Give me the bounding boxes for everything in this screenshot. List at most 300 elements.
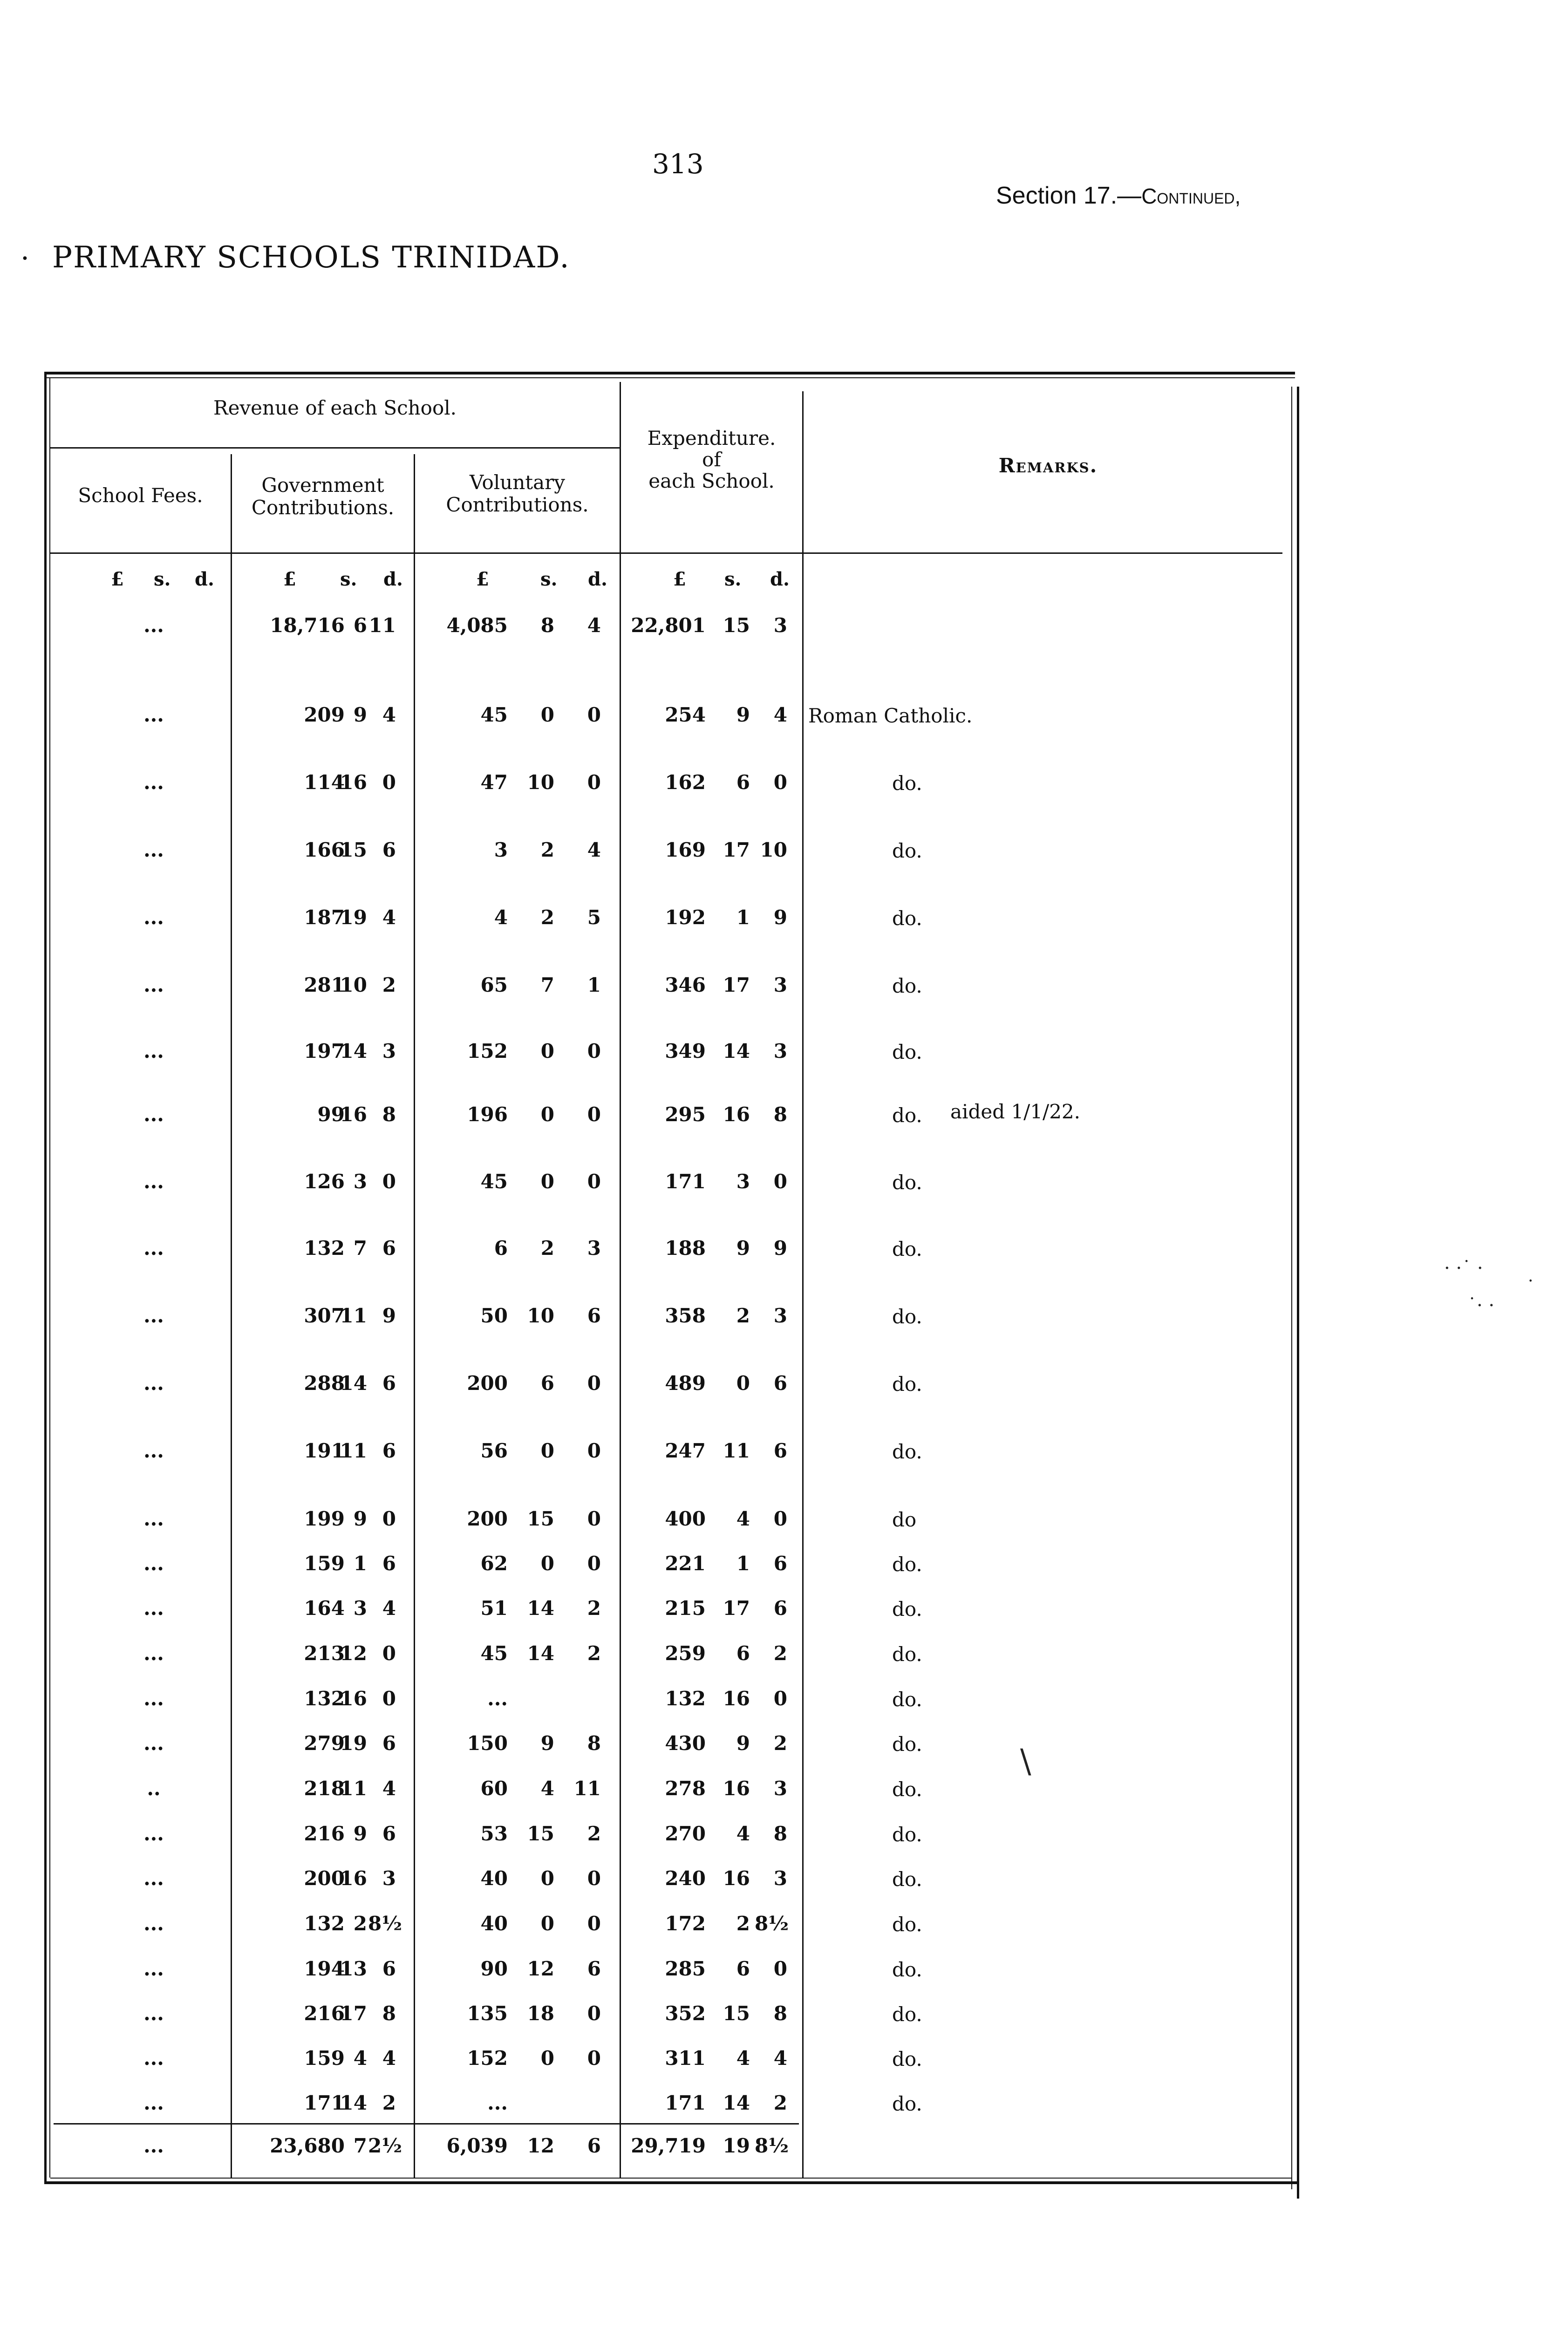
exp-pounds-cell: 489 xyxy=(665,1372,706,1395)
exp-pence-cell: 8½ xyxy=(755,1912,789,1935)
unit-pound: £ xyxy=(476,568,489,590)
exp-shillings-cell: 2 xyxy=(736,1304,750,1327)
exp-pence-cell: 2 xyxy=(773,2091,787,2114)
exp-pence-cell: 3 xyxy=(773,974,787,996)
vol-pounds-cell: 3 xyxy=(494,838,508,861)
gov-pence-cell: 6 xyxy=(382,1237,396,1260)
vol-shillings-cell: 4 xyxy=(540,1777,554,1800)
gov-pence-cell: 0 xyxy=(382,771,396,794)
gov-shillings-cell: 2 xyxy=(353,1912,367,1935)
exp-pounds-cell: 311 xyxy=(665,2047,706,2070)
exp-pounds-cell: 22,801 xyxy=(631,614,706,637)
exp-shillings-cell: 19 xyxy=(723,2134,750,2157)
vol-pence-cell: 3 xyxy=(587,1237,601,1260)
gov-shillings-cell: 17 xyxy=(340,2002,367,2025)
remark-cell: do. xyxy=(892,1238,922,1260)
exp-shillings-cell: 6 xyxy=(736,771,750,794)
stray-mark: ˙· · xyxy=(1467,1295,1495,1316)
exp-pounds-cell: 215 xyxy=(665,1597,706,1620)
vol-pence-cell: 11 xyxy=(573,1777,601,1800)
vol-pounds-cell: 152 xyxy=(467,2047,508,2070)
exp-pounds-cell: 278 xyxy=(665,1777,706,1800)
gov-shillings-cell: 9 xyxy=(353,1507,367,1530)
remark-note: aided 1/1/22. xyxy=(950,1100,1080,1123)
remark-cell: do. xyxy=(892,1913,922,1936)
unit-pence: d. xyxy=(770,568,790,590)
remark-cell: do. xyxy=(892,1868,922,1891)
header-voluntary-line1: Voluntary xyxy=(469,471,566,494)
page-title: PRIMARY SCHOOLS TRINIDAD. xyxy=(52,240,570,275)
remark-cell: do. xyxy=(892,1643,922,1666)
exp-shillings-cell: 3 xyxy=(736,1170,750,1193)
gov-pounds-cell: 209 xyxy=(304,703,345,726)
gov-pence-cell: 2 xyxy=(382,974,396,996)
vol-pounds-cell: 40 xyxy=(480,1912,508,1935)
unit-pound: £ xyxy=(283,568,296,590)
vol-pounds-cell: 53 xyxy=(480,1822,508,1845)
gov-shillings-cell: 7 xyxy=(353,1237,367,1260)
vol-pence-cell: 5 xyxy=(587,906,601,929)
exp-pence-cell: 4 xyxy=(773,2047,787,2070)
gov-shillings-cell: 16 xyxy=(340,1867,367,1890)
vol-pence-cell: 8 xyxy=(587,1732,601,1755)
header-government-line2: Contributions. xyxy=(251,496,395,519)
gov-pounds-cell: 23,680 xyxy=(270,2134,345,2157)
vol-shillings-cell: 2 xyxy=(540,906,554,929)
school-fees-cell: ... xyxy=(143,1507,164,1530)
gov-pence-cell: 4 xyxy=(382,906,396,929)
gov-pence-cell: 6 xyxy=(382,1957,396,1980)
vol-shillings-cell: 0 xyxy=(540,1170,554,1193)
unit-pound: £ xyxy=(111,568,124,590)
remark-cell: do xyxy=(892,1508,917,1531)
vol-shillings-cell: 0 xyxy=(540,1552,554,1575)
vol-shillings-cell: 10 xyxy=(527,1304,554,1327)
remark-cell: do. xyxy=(892,907,922,930)
exp-pence-cell: 3 xyxy=(773,1777,787,1800)
table-bottom-rule-thin xyxy=(50,2178,1292,2179)
remark-cell: do. xyxy=(892,1598,922,1621)
gov-pounds-cell: 126 xyxy=(304,1170,345,1193)
school-fees-cell: ... xyxy=(143,2002,164,2025)
gov-pence-cell: 3 xyxy=(382,1867,396,1890)
exp-shillings-cell: 0 xyxy=(736,1372,750,1395)
vol-pence-cell: 0 xyxy=(587,771,601,794)
vol-shillings-cell: 14 xyxy=(527,1642,554,1665)
vol-pence-cell: 0 xyxy=(587,1439,601,1462)
vol-pence-cell: 6 xyxy=(587,1304,601,1327)
exp-pounds-cell: 270 xyxy=(665,1822,706,1845)
vol-shillings-cell: 12 xyxy=(527,1957,554,1980)
vol-pence-cell: 2 xyxy=(587,1822,601,1845)
vol-pounds-cell: 40 xyxy=(480,1867,508,1890)
totals-rule xyxy=(54,2123,799,2125)
exp-pence-cell: 9 xyxy=(773,1237,787,1260)
vol-pounds-cell: 45 xyxy=(480,1170,508,1193)
gov-pounds-cell: 288 xyxy=(304,1372,345,1395)
gov-pence-cell: 6 xyxy=(382,1822,396,1845)
group-header-rule xyxy=(50,447,620,449)
vol-pence-cell: 6 xyxy=(587,2134,601,2157)
vol-pence-cell: 0 xyxy=(587,2002,601,2025)
gov-pounds-cell: 18,716 xyxy=(270,614,345,637)
school-fees-cell: ... xyxy=(143,1732,164,1755)
vol-pence-cell: 2 xyxy=(587,1597,601,1620)
exp-pence-cell: 0 xyxy=(773,1687,787,1710)
header-expenditure-line1: Expenditure. xyxy=(647,427,776,449)
exp-pence-cell: 3 xyxy=(773,1304,787,1327)
remark-cell: do. xyxy=(892,772,922,795)
vol-shillings-cell: 2 xyxy=(540,1237,554,1260)
gov-pence-cell: 8½ xyxy=(368,1912,402,1935)
vol-shillings-cell: 2 xyxy=(540,838,554,861)
gov-pence-cell: 4 xyxy=(382,1777,396,1800)
exp-pounds-cell: 247 xyxy=(665,1439,706,1462)
gov-pence-cell: 4 xyxy=(382,1597,396,1620)
gov-pence-cell: 6 xyxy=(382,1439,396,1462)
school-fees-cell: ... xyxy=(143,2091,164,2114)
vol-pence-cell: 0 xyxy=(587,1507,601,1530)
exp-shillings-cell: 17 xyxy=(723,974,750,996)
gov-pounds-cell: 187 xyxy=(304,906,345,929)
exp-pounds-cell: 430 xyxy=(665,1732,706,1755)
vol-pence-cell: 0 xyxy=(587,703,601,726)
exp-pence-cell: 8 xyxy=(773,1822,787,1845)
gov-pounds-cell: 164 xyxy=(304,1597,345,1620)
gov-shillings-cell: 14 xyxy=(340,1040,367,1062)
col-rule-vol xyxy=(620,382,621,2178)
vol-pounds-cell: ... xyxy=(487,2091,508,2114)
page-number: 313 xyxy=(652,148,704,180)
remark-cell: do. xyxy=(892,1373,922,1396)
exp-pence-cell: 2 xyxy=(773,1642,787,1665)
gov-pence-cell: 0 xyxy=(382,1687,396,1710)
school-fees-cell: ... xyxy=(143,614,164,637)
remark-cell: do. xyxy=(892,2048,922,2070)
gov-pence-cell: 6 xyxy=(382,1552,396,1575)
vol-shillings-cell: 15 xyxy=(527,1507,554,1530)
exp-pence-cell: 6 xyxy=(773,1372,787,1395)
gov-pounds-cell: 281 xyxy=(304,974,345,996)
vol-pence-cell: 6 xyxy=(587,1957,601,1980)
exp-pence-cell: 8½ xyxy=(755,2134,789,2157)
gov-pounds-cell: 159 xyxy=(304,2047,345,2070)
vol-pence-cell: 4 xyxy=(587,614,601,637)
exp-shillings-cell: 4 xyxy=(736,1822,750,1845)
gov-shillings-cell: 6 xyxy=(353,614,367,637)
gov-pounds-cell: 213 xyxy=(304,1642,345,1665)
vol-pence-cell: 0 xyxy=(587,2047,601,2070)
stray-mark: · xyxy=(1528,1272,1534,1291)
gov-pence-cell: 0 xyxy=(382,1170,396,1193)
school-fees-cell: ... xyxy=(143,1304,164,1327)
remark-cell: do. xyxy=(892,839,922,862)
remark-cell: do. xyxy=(892,1733,922,1756)
header-remarks: Remarks. xyxy=(998,454,1098,477)
vol-shillings-cell: 0 xyxy=(540,1439,554,1462)
exp-pounds-cell: 285 xyxy=(665,1957,706,1980)
remark-cell: do. xyxy=(892,1440,922,1463)
gov-shillings-cell: 14 xyxy=(340,1372,367,1395)
gov-pence-cell: 9 xyxy=(382,1304,396,1327)
school-fees-cell: ... xyxy=(143,1867,164,1890)
vol-pounds-cell: 51 xyxy=(480,1597,508,1620)
vol-pounds-cell: 196 xyxy=(467,1103,508,1126)
exp-shillings-cell: 6 xyxy=(736,1957,750,1980)
group-header: Revenue of each School. xyxy=(213,396,457,419)
table-top-rule-thin xyxy=(44,377,1295,378)
exp-shillings-cell: 9 xyxy=(736,1732,750,1755)
exp-pounds-cell: 346 xyxy=(665,974,706,996)
vol-pounds-cell: ... xyxy=(487,1687,508,1710)
exp-pounds-cell: 358 xyxy=(665,1304,706,1327)
vol-pounds-cell: 60 xyxy=(480,1777,508,1800)
gov-shillings-cell: 10 xyxy=(340,974,367,996)
school-fees-cell: ... xyxy=(143,1687,164,1710)
exp-shillings-cell: 15 xyxy=(723,2002,750,2025)
exp-pounds-cell: 188 xyxy=(665,1237,706,1260)
remark-cell: do. xyxy=(892,1041,922,1063)
exp-shillings-cell: 1 xyxy=(736,1552,750,1575)
school-fees-cell: ... xyxy=(143,906,164,929)
exp-pence-cell: 0 xyxy=(773,1507,787,1530)
remark-cell: do. xyxy=(892,2092,922,2115)
header-voluntary-line2: Contributions. xyxy=(446,493,589,516)
gov-pence-cell: 4 xyxy=(382,703,396,726)
vol-pence-cell: 0 xyxy=(587,1372,601,1395)
vol-shillings-cell: 7 xyxy=(540,974,554,996)
exp-pounds-cell: 240 xyxy=(665,1867,706,1890)
remark-cell: do. xyxy=(892,1958,922,1981)
vol-pounds-cell: 4,085 xyxy=(446,614,508,637)
gov-pence-cell: 6 xyxy=(382,838,396,861)
exp-shillings-cell: 14 xyxy=(723,2091,750,2114)
exp-pence-cell: 3 xyxy=(773,614,787,637)
exp-pounds-cell: 132 xyxy=(665,1687,706,1710)
vol-pence-cell: 2 xyxy=(587,1642,601,1665)
header-voluntary xyxy=(415,471,620,516)
gov-shillings-cell: 14 xyxy=(340,2091,367,2114)
exp-pounds-cell: 400 xyxy=(665,1507,706,1530)
vol-shillings-cell: 0 xyxy=(540,2047,554,2070)
unit-shilling: s. xyxy=(340,568,357,590)
gov-pence-cell: 6 xyxy=(382,1732,396,1755)
header-expenditure xyxy=(621,428,802,492)
header-expenditure-line2: of xyxy=(702,448,721,471)
vol-pence-cell: 0 xyxy=(587,1552,601,1575)
vol-shillings-cell: 0 xyxy=(540,1103,554,1126)
remark-cell: Roman Catholic. xyxy=(808,704,973,727)
unit-shilling: s. xyxy=(724,568,742,590)
exp-shillings-cell: 6 xyxy=(736,1642,750,1665)
gov-pence-cell: 2 xyxy=(382,2091,396,2114)
gov-shillings-cell: 16 xyxy=(340,771,367,794)
table-bottom-rule xyxy=(44,2181,1299,2184)
school-fees-cell: ... xyxy=(143,1439,164,1462)
school-fees-cell: ... xyxy=(143,1170,164,1193)
exp-pounds-cell: 295 xyxy=(665,1103,706,1126)
gov-pounds-cell: 166 xyxy=(304,838,345,861)
vol-shillings-cell: 8 xyxy=(540,614,554,637)
vol-pounds-cell: 200 xyxy=(467,1372,508,1395)
exp-pence-cell: 4 xyxy=(773,703,787,726)
gov-pounds-cell: 132 xyxy=(304,1912,345,1935)
header-school-fees: School Fees. xyxy=(78,484,203,507)
gov-pence-cell: 4 xyxy=(382,2047,396,2070)
exp-shillings-cell: 4 xyxy=(736,1507,750,1530)
gov-pounds-cell: 199 xyxy=(304,1507,345,1530)
table-right-rule-thin xyxy=(1291,387,1292,2189)
vol-pence-cell: 0 xyxy=(587,1040,601,1062)
section-heading xyxy=(996,182,1241,210)
school-fees-cell: ... xyxy=(143,1237,164,1260)
gov-pounds-cell: 279 xyxy=(304,1732,345,1755)
section-label: Section 17.— xyxy=(996,182,1142,209)
school-fees-cell: ... xyxy=(143,1597,164,1620)
stray-mark: · xyxy=(20,242,30,275)
remark-cell: do. xyxy=(892,2003,922,2026)
unit-pence: d. xyxy=(383,568,403,590)
exp-shillings-cell: 16 xyxy=(723,1687,750,1710)
gov-pounds-cell: 99 xyxy=(317,1103,345,1126)
vol-shillings-cell: 14 xyxy=(527,1597,554,1620)
exp-shillings-cell: 4 xyxy=(736,2047,750,2070)
gov-shillings-cell: 4 xyxy=(353,2047,367,2070)
vol-pence-cell: 1 xyxy=(587,974,601,996)
exp-pence-cell: 10 xyxy=(760,838,787,861)
vol-pounds-cell: 65 xyxy=(480,974,508,996)
vol-pounds-cell: 47 xyxy=(480,771,508,794)
table-left-rule-thin xyxy=(49,377,50,2178)
vol-pence-cell: 0 xyxy=(587,1103,601,1126)
header-expenditure-line3: each School. xyxy=(648,470,775,492)
vol-shillings-cell: 12 xyxy=(527,2134,554,2157)
exp-pounds-cell: 349 xyxy=(665,1040,706,1062)
gov-shillings-cell: 7 xyxy=(353,2134,367,2157)
vol-pounds-cell: 45 xyxy=(480,1642,508,1665)
school-fees-cell: ... xyxy=(143,1912,164,1935)
vol-pence-cell: 4 xyxy=(587,838,601,861)
remark-cell: do. xyxy=(892,1305,922,1328)
table-right-rule xyxy=(1297,387,1299,2199)
school-fees-cell: ... xyxy=(143,974,164,996)
exp-pounds-cell: 192 xyxy=(665,906,706,929)
gov-shillings-cell: 11 xyxy=(340,1777,367,1800)
exp-pounds-cell: 171 xyxy=(665,2091,706,2114)
vol-shillings-cell: 18 xyxy=(527,2002,554,2025)
gov-shillings-cell: 15 xyxy=(340,838,367,861)
vol-pence-cell: 0 xyxy=(587,1170,601,1193)
table-top-rule xyxy=(44,372,1295,375)
vol-shillings-cell: 9 xyxy=(540,1732,554,1755)
vol-pounds-cell: 4 xyxy=(494,906,508,929)
unit-pence: d. xyxy=(195,568,214,590)
gov-pounds-cell: 218 xyxy=(304,1777,345,1800)
header-bottom-rule xyxy=(50,552,1282,554)
table-left-rule xyxy=(44,372,47,2181)
exp-shillings-cell: 17 xyxy=(723,1597,750,1620)
exp-pounds-cell: 352 xyxy=(665,2002,706,2025)
vol-shillings-cell: 10 xyxy=(527,771,554,794)
vol-shillings-cell: 6 xyxy=(540,1372,554,1395)
school-fees-cell: ... xyxy=(143,1642,164,1665)
exp-pence-cell: 2 xyxy=(773,1732,787,1755)
vol-pounds-cell: 6,039 xyxy=(446,2134,508,2157)
unit-pence: d. xyxy=(588,568,607,590)
section-continued: Continued, xyxy=(1141,184,1241,208)
gov-pence-cell: 6 xyxy=(382,1372,396,1395)
gov-pence-cell: 8 xyxy=(382,1103,396,1126)
school-fees-cell: .. xyxy=(147,1777,161,1800)
exp-pounds-cell: 259 xyxy=(665,1642,706,1665)
gov-shillings-cell: 13 xyxy=(340,1957,367,1980)
unit-shilling: s. xyxy=(154,568,171,590)
exp-pounds-cell: 169 xyxy=(665,838,706,861)
gov-shillings-cell: 12 xyxy=(340,1642,367,1665)
exp-pence-cell: 6 xyxy=(773,1597,787,1620)
remark-cell: do. xyxy=(892,1553,922,1576)
exp-shillings-cell: 16 xyxy=(723,1103,750,1126)
gov-pounds-cell: 191 xyxy=(304,1439,345,1462)
gov-shillings-cell: 19 xyxy=(340,1732,367,1755)
header-government xyxy=(232,474,414,519)
exp-pounds-cell: 29,719 xyxy=(631,2134,706,2157)
school-fees-cell: ... xyxy=(143,703,164,726)
gov-pounds-cell: 307 xyxy=(304,1304,345,1327)
vol-pounds-cell: 152 xyxy=(467,1040,508,1062)
gov-pounds-cell: 171 xyxy=(304,2091,345,2114)
gov-pounds-cell: 132 xyxy=(304,1687,345,1710)
exp-shillings-cell: 9 xyxy=(736,1237,750,1260)
remark-cell: do. xyxy=(892,1104,922,1127)
exp-pence-cell: 0 xyxy=(773,1957,787,1980)
exp-pence-cell: 3 xyxy=(773,1040,787,1062)
stray-mark: · ·˙ · xyxy=(1444,1258,1483,1279)
exp-shillings-cell: 17 xyxy=(723,838,750,861)
gov-shillings-cell: 11 xyxy=(340,1439,367,1462)
vol-pounds-cell: 135 xyxy=(467,2002,508,2025)
col-rule-exp xyxy=(802,391,804,2178)
exp-shillings-cell: 9 xyxy=(736,703,750,726)
exp-shillings-cell: 2 xyxy=(736,1912,750,1935)
remark-cell: do. xyxy=(892,1688,922,1711)
gov-shillings-cell: 16 xyxy=(340,1103,367,1126)
remark-cell: do. xyxy=(892,1778,922,1801)
gov-pounds-cell: 200 xyxy=(304,1867,345,1890)
remark-cell: do. xyxy=(892,974,922,997)
exp-pence-cell: 9 xyxy=(773,906,787,929)
exp-pence-cell: 0 xyxy=(773,1170,787,1193)
vol-shillings-cell: 0 xyxy=(540,703,554,726)
vol-shillings-cell: 0 xyxy=(540,1867,554,1890)
gov-pence-cell: 0 xyxy=(382,1642,396,1665)
remark-cell: do. xyxy=(892,1823,922,1846)
vol-pounds-cell: 150 xyxy=(467,1732,508,1755)
gov-pence-cell: 2½ xyxy=(368,2134,402,2157)
school-fees-cell: ... xyxy=(143,1103,164,1126)
school-fees-cell: ... xyxy=(143,1040,164,1062)
vol-pounds-cell: 62 xyxy=(480,1552,508,1575)
col-rule-fees xyxy=(231,454,232,2178)
exp-shillings-cell: 16 xyxy=(723,1777,750,1800)
exp-pounds-cell: 171 xyxy=(665,1170,706,1193)
gov-shillings-cell: 9 xyxy=(353,1822,367,1845)
school-fees-cell: ... xyxy=(143,771,164,794)
school-fees-cell: ... xyxy=(143,1372,164,1395)
exp-pence-cell: 8 xyxy=(773,2002,787,2025)
vol-pence-cell: 0 xyxy=(587,1912,601,1935)
unit-pound: £ xyxy=(673,568,686,590)
